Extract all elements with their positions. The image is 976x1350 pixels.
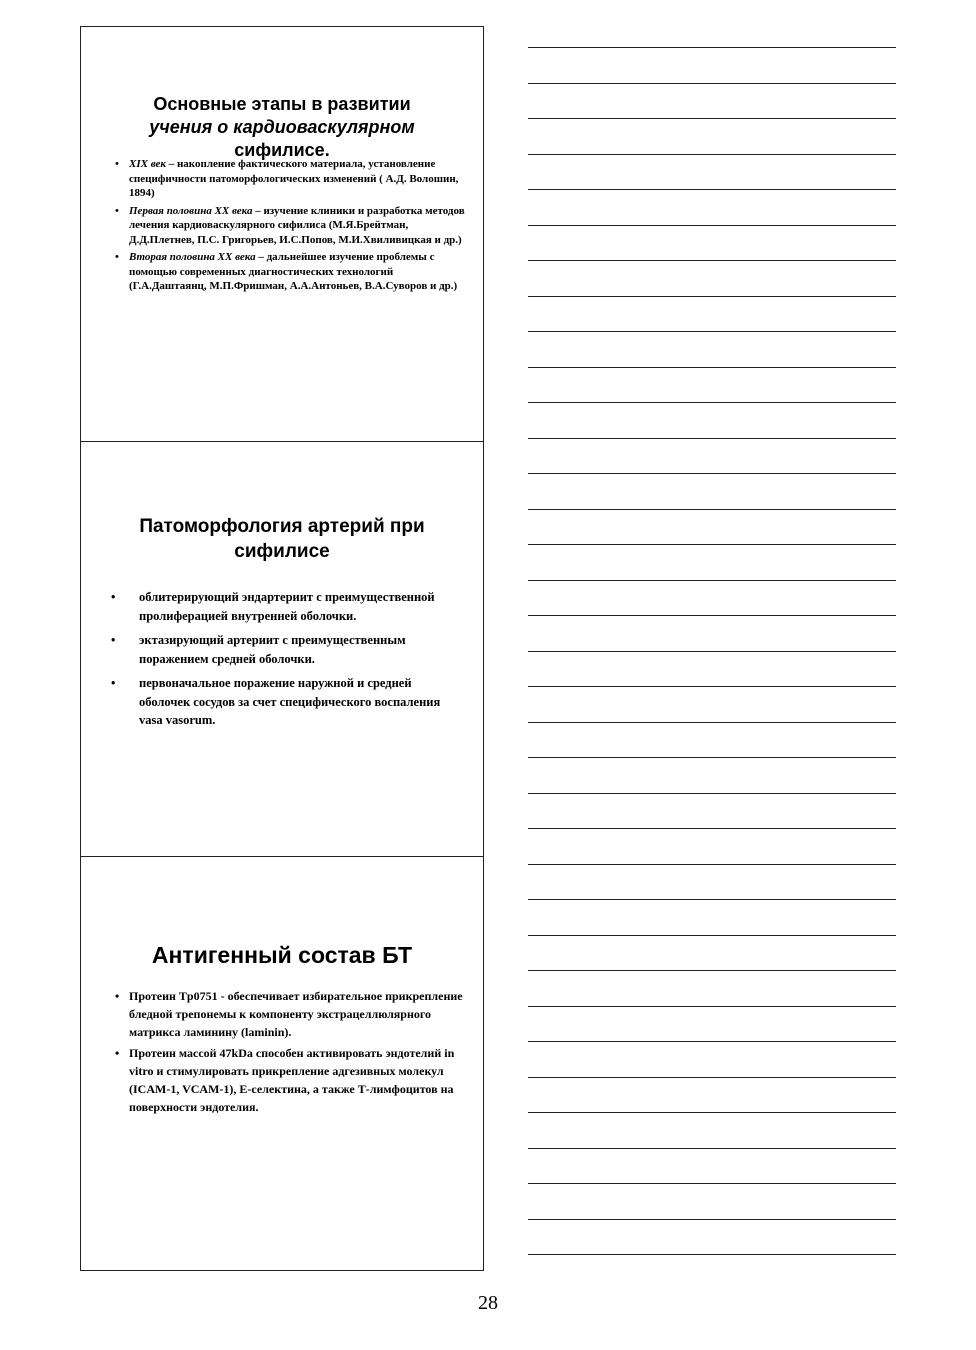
note-line bbox=[528, 828, 896, 829]
bullet-icon: • bbox=[111, 590, 116, 604]
slide-1 bbox=[81, 27, 483, 441]
slide-1-title-line-2: учения о кардиоваскулярном bbox=[149, 117, 415, 137]
bullet-icon: • bbox=[111, 676, 116, 690]
note-line bbox=[528, 473, 896, 474]
note-line bbox=[528, 296, 896, 297]
slide-3-title: Антигенный состав БТ bbox=[151, 942, 413, 968]
slide-1-bullet-list bbox=[115, 157, 465, 297]
note-line bbox=[528, 864, 896, 865]
page-number: 28 bbox=[478, 1292, 498, 1314]
note-line bbox=[528, 1041, 896, 1042]
bullet-lead: Первая половина XX века bbox=[129, 204, 253, 217]
note-line bbox=[528, 651, 896, 652]
slides-column bbox=[80, 26, 484, 1271]
note-line bbox=[528, 1219, 896, 1220]
note-line bbox=[528, 1183, 896, 1184]
list-item bbox=[111, 588, 443, 625]
note-line bbox=[528, 225, 896, 226]
bullet-text: – изучение клиники и разработка методов лечения кардиоваскулярного сифилиса (М.Я.Брейтман, Д.Д.Плетнев, П.С. Григорьев, И.С.Попов, М.И.Хвиливицкая и др.) bbox=[129, 204, 465, 246]
list-item bbox=[115, 204, 465, 248]
bullet-icon: • bbox=[115, 204, 119, 217]
slide-1-title-line-1: Основные этапы в развитии bbox=[153, 94, 411, 114]
bullet-icon: • bbox=[111, 633, 116, 647]
note-line bbox=[528, 793, 896, 794]
note-line bbox=[528, 118, 896, 119]
note-line bbox=[528, 1148, 896, 1149]
note-line bbox=[528, 935, 896, 936]
note-line bbox=[528, 154, 896, 155]
note-line bbox=[528, 757, 896, 758]
note-line bbox=[528, 1112, 896, 1113]
note-line bbox=[528, 260, 896, 261]
bullet-icon: • bbox=[115, 989, 120, 1003]
list-item bbox=[115, 987, 469, 1042]
note-line bbox=[528, 580, 896, 581]
bullet-text: эктазирующий артериит с преимущественным поражением средней оболочки. bbox=[139, 633, 406, 666]
notes-lines bbox=[528, 0, 896, 1300]
bullet-icon: • bbox=[115, 1045, 120, 1060]
bullet-lead: Вторая половина XX века bbox=[129, 251, 256, 263]
note-line bbox=[528, 1077, 896, 1078]
slide-3 bbox=[81, 856, 483, 1270]
list-item bbox=[111, 674, 443, 730]
list-item bbox=[115, 250, 465, 294]
bullet-text: Протеин массой 47kDa способен активировать эндотелий in vitro и стимулировать прикрепление адгезивных молекул (ICAM-1, VCAM-1), Е-селектина, а также Т-лимфоцитов на поверхности эндотелия. bbox=[129, 1045, 455, 1115]
note-line bbox=[528, 544, 896, 545]
note-line bbox=[528, 970, 896, 971]
slide-2-title: Патоморфология артерий при сифилисе bbox=[139, 516, 425, 562]
bullet-text: первоначальное поражение наружной и средней оболочек сосудов за счет специфического воспаления vasa vasorum. bbox=[139, 676, 441, 727]
bullet-text: – накопление фактического материала, установление специфичности патоморфологических изменений ( А.Д. Волошин, 1894) bbox=[129, 158, 459, 199]
list-item bbox=[115, 157, 465, 201]
note-line bbox=[528, 615, 896, 616]
note-line bbox=[528, 189, 896, 190]
slide-2 bbox=[81, 441, 483, 856]
note-line bbox=[528, 367, 896, 368]
note-line bbox=[528, 438, 896, 439]
bullet-text: – дальнейшее изучение проблемы с помощью современных диагностических технологий (Г.А.Даштаянц, М.П.Фришман, А.А.Антоньев, В.А.Суворов и др.) bbox=[129, 251, 458, 292]
slide-1-title-line-3: сифилисе. bbox=[234, 140, 330, 160]
slide-1-title bbox=[101, 93, 463, 162]
note-line bbox=[528, 722, 896, 723]
note-line bbox=[528, 83, 896, 84]
slide-3-bullet-list bbox=[115, 987, 469, 1118]
bullet-text: облитерирующий эндартериит с преимущественной пролиферацией внутренней оболочки. bbox=[139, 590, 435, 623]
note-line bbox=[528, 686, 896, 687]
note-line bbox=[528, 47, 896, 48]
note-line bbox=[528, 331, 896, 332]
note-line bbox=[528, 899, 896, 900]
list-item bbox=[115, 1044, 469, 1117]
bullet-text: Протеин Tp0751 - обеспечивает избирательное прикрепление бледной трепонемы к компоненту экстрацеллюлярного матрикса ламинину (laminin). bbox=[129, 989, 463, 1040]
bullet-lead: XIX век bbox=[129, 158, 166, 170]
list-item bbox=[111, 631, 443, 668]
note-line bbox=[528, 1254, 896, 1255]
note-line bbox=[528, 509, 896, 510]
note-line bbox=[528, 402, 896, 403]
bullet-icon: • bbox=[115, 158, 119, 170]
bullet-icon: • bbox=[115, 251, 119, 263]
note-line bbox=[528, 1006, 896, 1007]
slide-2-bullet-list bbox=[111, 588, 443, 736]
